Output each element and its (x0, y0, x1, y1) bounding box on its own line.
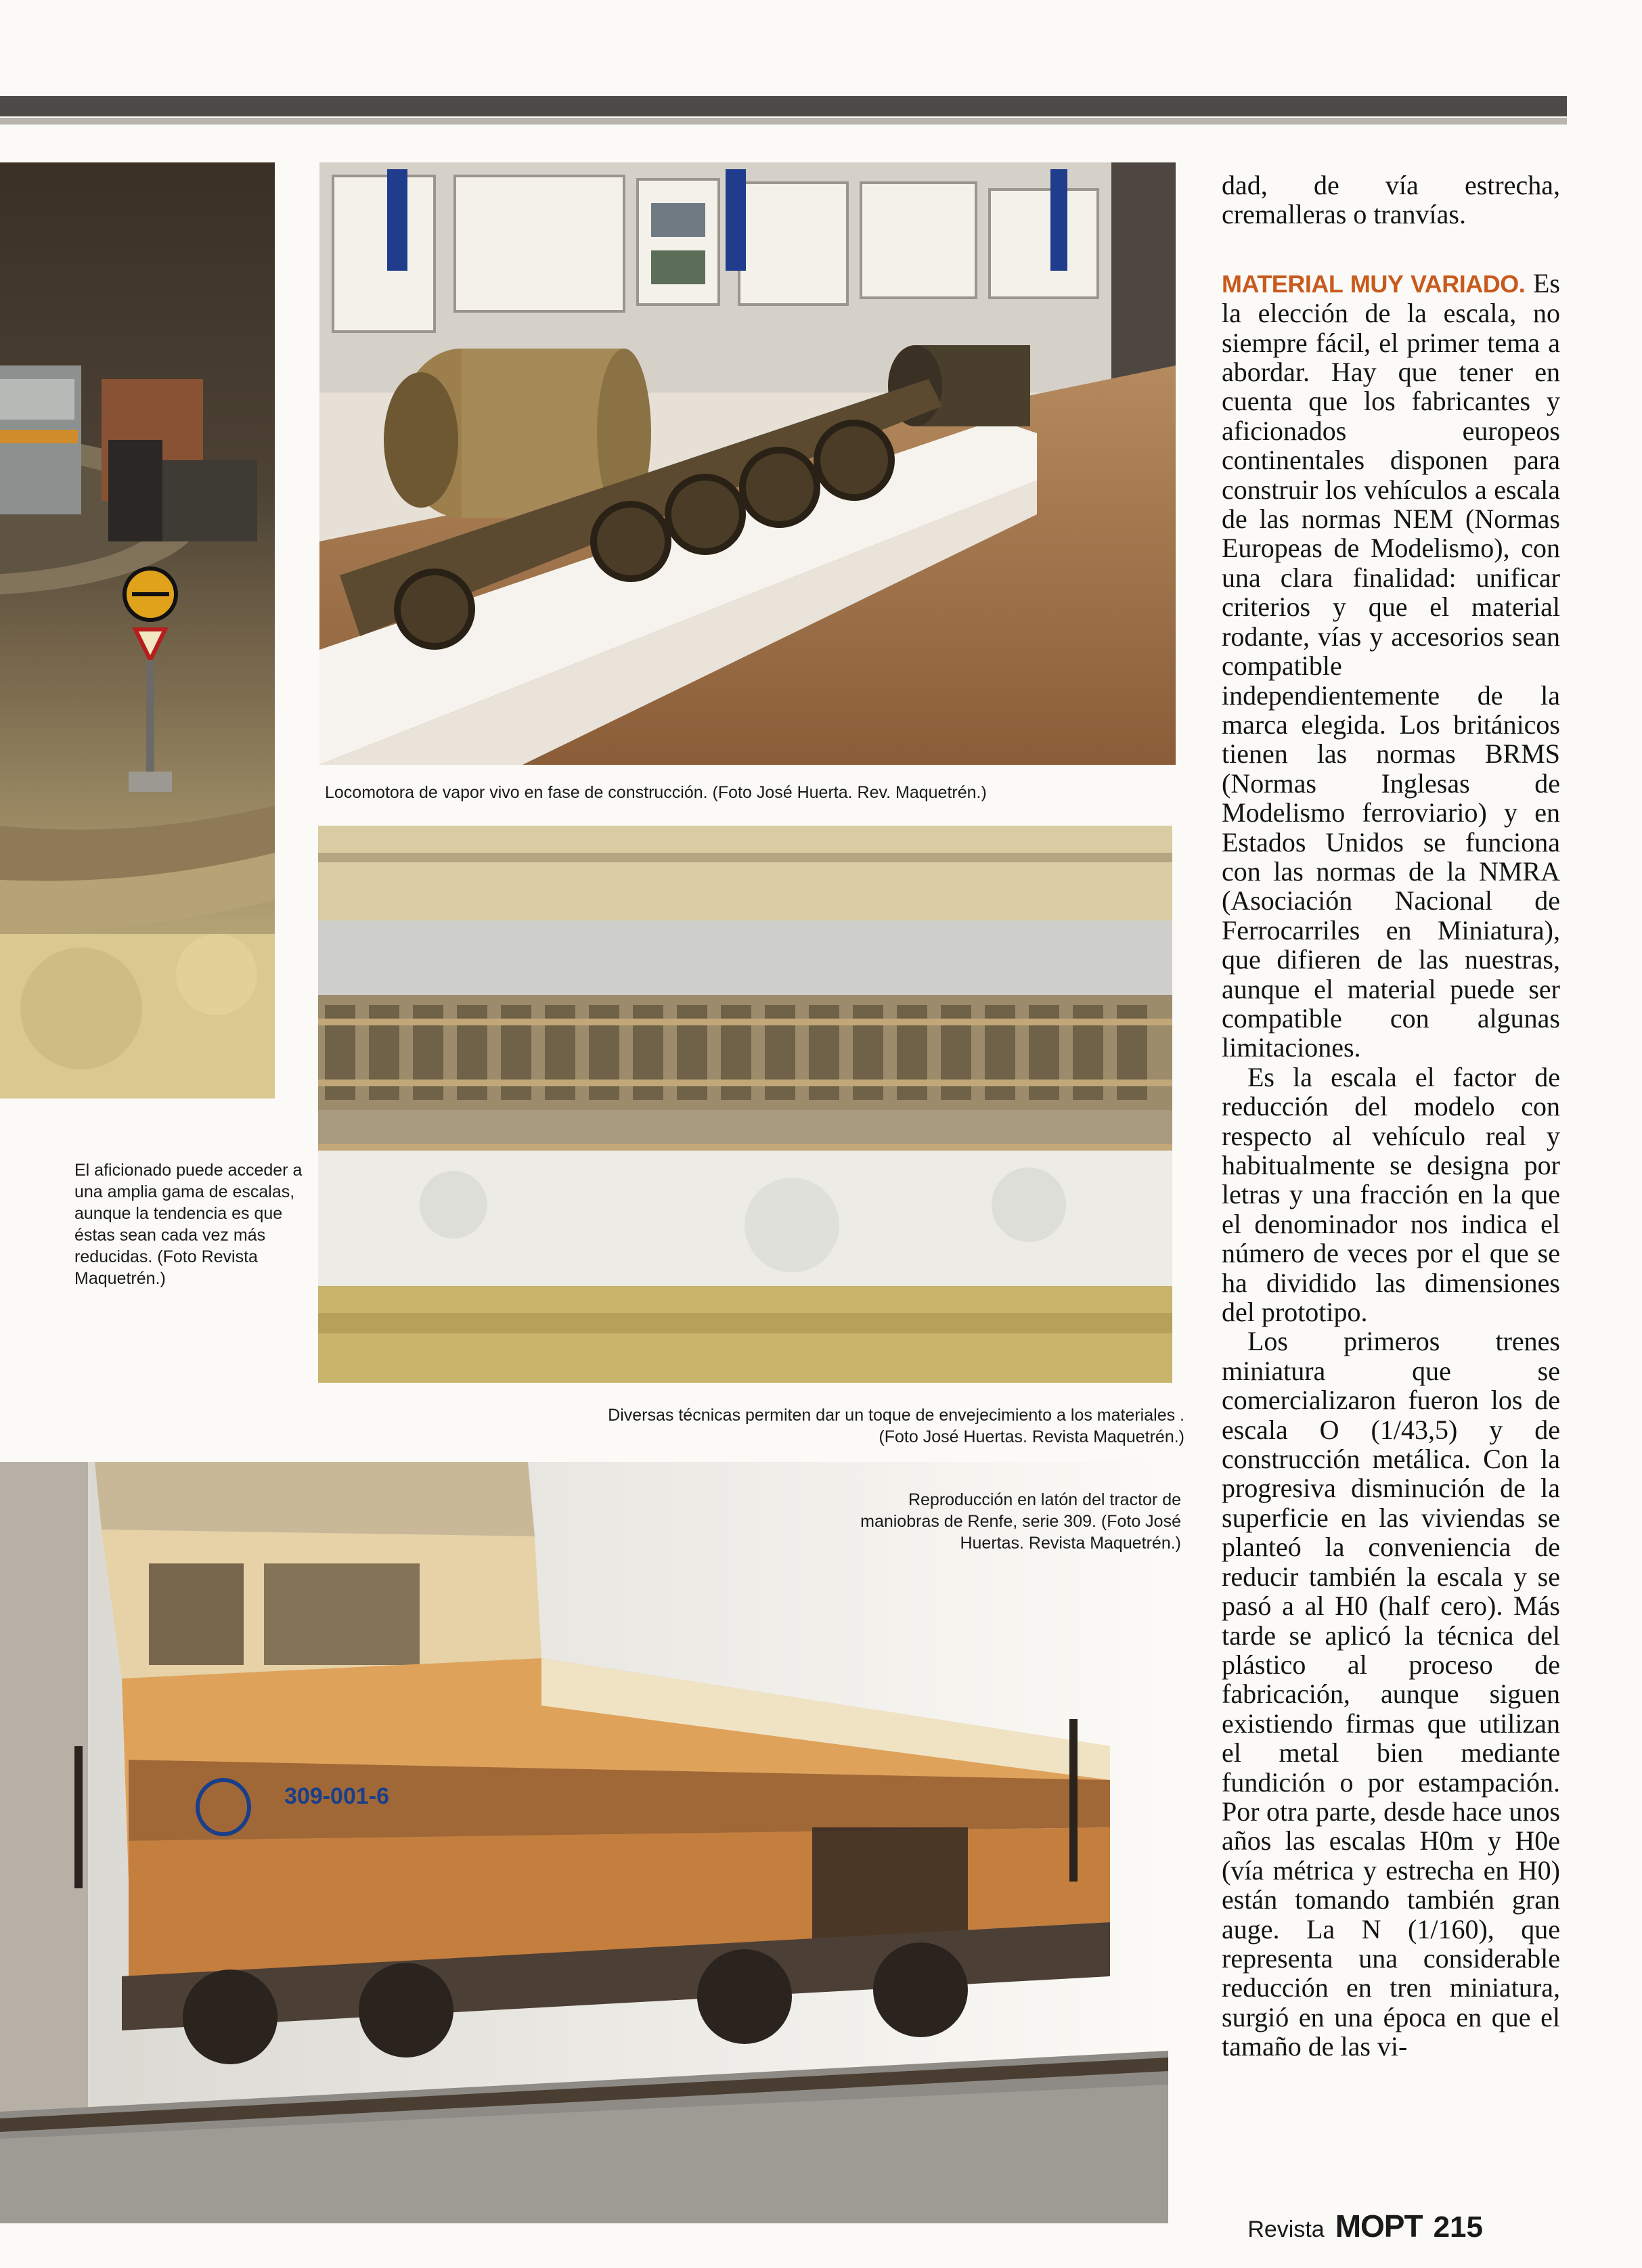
caption-steam-locomotive: Locomotora de vapor vivo en fase de construcción. (Foto José Huerta. Rev. Maquetrén.) (325, 783, 987, 802)
article-paragraph-3: Los primeros trenes miniatura que se comercializaron fueron los de escala O (1/43,5) y de construcción metálica. Con la progresiva disminución de la superficie en las viviendas se planteó la conveniencia de reducir también la escala y se pasó a al H0 (half cero). Más tarde se aplicó la técnica del plástico al proceso de fabricación, aunque siguen existiendo firmas que utilizan el metal bien mediante fundición o por estampación. Por otra parte, desde hace unos años las escalas H0m y H0e (vía métrica y estrecha en H0) están tomando también gran auge. La N (1/160), que representa una considerable reducción en tren miniatura, surgió en una época en que el tamaño de las vi- (1222, 1326, 1560, 2062)
caption-shunting-locomotive: Reproducción en latón del tractor de maniobras de Renfe, serie 309. (Foto José Huertas. Revista Maquetrén.) (860, 1490, 1181, 1553)
weathered-track-ballast-image (318, 826, 1172, 1383)
caption-layout-scales: El aficionado puede acceder a una amplia gama de escalas, aunque la tendencia es que éstas sean cada vez más reducidas. (Foto Revista Maquetrén.) (74, 1161, 303, 1288)
header-rule (0, 96, 1567, 116)
footer-brand-logo: MOPT (1335, 2208, 1423, 2244)
article-lead-continuation: dad, de vía estrecha, cremalleras o tranvías. (1222, 170, 1560, 230)
footer-magazine-label: Revista (1247, 2217, 1325, 2242)
section-heading: MATERIAL MUY VARIADO. (1222, 269, 1526, 298)
steam-locomotive-chassis-image (319, 162, 1176, 765)
article-paragraph-2: Es la escala el factor de reducción del modelo con respecto al vehículo real y habitualmente se designa por letras y una fracción en la que el denominador nos indica el número de veces por el que se ha dividido las dimensiones del prototipo. (1222, 1061, 1560, 1328)
shunting-locomotive-model-image (0, 1462, 1168, 2223)
article-paragraph-1 (1222, 269, 1560, 1063)
caption-weathering: Diversas técnicas permiten dar un toque de envejecimiento a los materiales . (Foto José Huertas. Revista Maquetrén.) (608, 1406, 1184, 1446)
article-body-column (1222, 171, 1560, 2062)
article-paragraph-1-text: Es la elección de la escala, no siempre fácil, el primer tema a abordar. Hay que tener en cuenta que los fabricantes y aficionados europeos continentales disponen para construir los vehículos a escala de las normas NEM (Normas Europeas de Modelismo), con una clara finalidad: unificar criterios y que el material rodante, vías y accesorios sean compatible independientemente de la marca elegida. Los británicos tienen las normas BRMS (Normas Inglesas de Modelismo ferroviario) y en Estados Unidos se funciona con las normas de la NMRA (Asociación Nacional de Ferrocarriles en Miniatura), que difieren de las nuestras, aunque el material puede ser compatible con algunas limitaciones. (1222, 267, 1560, 1063)
header-rule-shadow (0, 118, 1567, 125)
page-number: 215 (1433, 2210, 1483, 2244)
loco-number-plate: 309-001-6 (284, 1783, 390, 1809)
model-railway-turntable-image (0, 162, 275, 1098)
page-footer (1247, 2208, 1483, 2244)
